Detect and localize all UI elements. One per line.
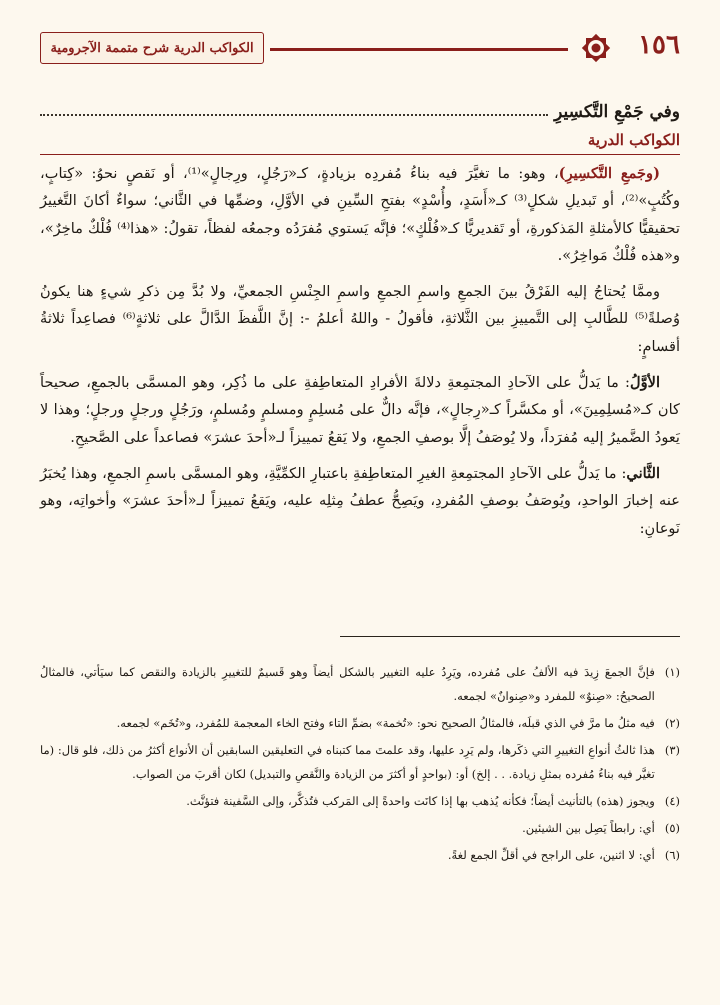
footnote-number: (٤) bbox=[664, 794, 680, 808]
paragraph-text: ، وهو: ما تغيَّرَ فيه بناءُ مُفردِه بزيادةٍ، كـ«رَجُلٍ، ورِجالٍ»⁽¹⁾، أو نَقصٍ نحوُ: «كِتابٍ، وكُتُبٍ»⁽²⁾، أو تَبديلِ شكلٍ⁽³⁾ كـ«أَسَدٍ، وأُسْدٍ» بفتحِ السِّينِ في الأوَّلِ، وضمِّها في الثَّاني؛ سواءٌ أكانَ التَّغييرُ تحقيقيًّا كالأمثلةِ المَذكورةِ، أو تَقديريًّا كـ«فُلْكٍ»؛ فإنَّه يَستوي مُفرَدُه وجمعُه لفظاً، تقولُ: «هذا⁽⁴⁾ فُلْكٌ ماخِرٌ»، و«هذه فُلْكٌ مَواخِرُ». bbox=[40, 165, 680, 264]
footnote-number: (٢) bbox=[664, 716, 680, 730]
footnote-text: أي: رابطاً يَصِل بين الشيئين. bbox=[522, 821, 655, 835]
footnotes bbox=[40, 660, 680, 870]
paragraph bbox=[40, 160, 680, 269]
paragraph bbox=[40, 278, 680, 360]
footnote-number: (٣) bbox=[664, 743, 680, 757]
book-title-banner bbox=[40, 32, 264, 64]
footnote-number: (٥) bbox=[664, 821, 680, 835]
paragraph-keyword: (وجَمعِ التَّكسِيرِ) bbox=[558, 165, 660, 182]
paragraph bbox=[40, 369, 680, 451]
paragraph bbox=[40, 460, 680, 542]
footnote bbox=[40, 789, 680, 813]
section-heading-label: الكواكب الدرية bbox=[587, 131, 680, 149]
footnote-text: أي: لا اثنين، على الراجح في أقلِّ الجمع لغةً. bbox=[447, 848, 655, 862]
matn-text: وفي جَمْعِ التَّكسِيرِ bbox=[554, 102, 680, 122]
footnote-text: ويجوز (هذه) بالتأنيث أيضاً؛ فكأنه يُذهب بها إذا كانَت واحدةً إلى المَركب فتُذكَّر، وإلى السَّفينة فتؤنَّث. bbox=[186, 794, 655, 808]
paragraph-text: : ما يَدلُّ على الآحادِ المجتمِعةِ الغيرِ المتعاطِفةِ باعتبارِ الكمِّيَّةِ، وهو المسمَّى باسمِ الجمعِ، وهذا يُخبَرُ عنه إخبارَ الواحدِ، ويُوصَفُ بوصفِ المُفردِ، ويَصِحُّ عطفُ مِثلِه عليه، ويَقعُ تمييزاً لـ«أحدَ عشرَ» وأخواتِه، وهو نَوعانِ: bbox=[40, 464, 680, 537]
paragraph-keyword: الأوَّلُ bbox=[629, 374, 660, 392]
footnote-text: فيه مثلُ ما مرَّ في الذي قبلَه، فالمثالُ الصحيح نحو: «تُخمة» بضمِّ التاء وفتح الخاء المعجمة للمُفرد، و«تُخَم» لجمعه. bbox=[116, 716, 655, 730]
footnote bbox=[40, 660, 680, 708]
footnote bbox=[40, 843, 680, 867]
footnote-number: (٦) bbox=[664, 848, 680, 862]
section-heading bbox=[40, 130, 680, 155]
page-header bbox=[40, 28, 680, 72]
book-title: الكواكب الدرية شرح متممة الآجرومية bbox=[50, 40, 254, 56]
commentary-body bbox=[40, 160, 680, 551]
footnote-text: فإنَّ الجمعَ زِيدَ فيه الألفُ على مُفرده، ويَرِدُ عليه التغيير بالشكل أيضاً وهو قَسيمٌ للتغييرِ بالزيادة والنقص كما سيَأتي، فالمثالُ الصحيحُ: «صِنوٌ» للمفرد و«صِنوانٌ» لجمعه. bbox=[40, 665, 655, 703]
eight-point-star-ornament-icon bbox=[576, 28, 616, 68]
footnote bbox=[40, 816, 680, 840]
footnote-separator bbox=[340, 636, 680, 637]
dotted-leader bbox=[40, 114, 548, 116]
matn-line bbox=[40, 94, 680, 122]
page-number: ١٥٦ bbox=[638, 30, 680, 60]
footnote bbox=[40, 738, 680, 786]
paragraph-text: وممَّا يُحتاجُ إليه الفَرْقُ بينَ الجمعِ واسمِ الجمعِ واسمِ الجِنْسِ الجمعيِّ، ولا بُدَّ مِن ذكرِ شيءٍ هنا يكونُ وُصلةً⁽⁵⁾ للطَّالبِ إلى التَّمييزِ بين الثَّلاثةِ، فأقولُ - واللهُ أعلمُ -: إنَّ اللَّفظَ الدَّالَّ على ثلاثةٍ⁽⁶⁾ فصاعِداً ثلاثةُ أقسامٍ: bbox=[40, 283, 680, 355]
footnote-number: (١) bbox=[664, 665, 680, 679]
footnote-text: هذا ثالثُ أنواعِ التغييرِ التي ذكَرها، ولم يَرِد عليها، وقد علمتَ مما كتبناه في التعليقين السابقين أن الأنواع أكثرُ من ذلك، فلو قال: (ما تغيَّر فيه بناءُ مُفرده بمثلِ زيادة. . . إلخ) أو: (بواحدٍ أو أكثرَ من الزيادة والنَّقصِ والتبديل) لكان أقربَ من الصواب. bbox=[40, 743, 655, 781]
footnote bbox=[40, 711, 680, 735]
header-rule bbox=[270, 48, 568, 51]
paragraph-text: : ما يَدلُّ على الآحادِ المجتمِعةِ دلالةَ الأفرادِ المتعاطِفةِ على ما ذُكِر، وهو المسمَّى بالجمعِ، صحيحاً كان كـ«مُسلِمِينَ»، أو مكسَّراً كـ«رِجالٍ»، فإنَّه دالٌّ على مُسلِمٍ ومسلمٍ ومُسلمٍ، ورَجُلٍ ورجلٍ ورجلٍ؛ وهذا لا يَعودُ الضَّميرُ إليه مُفرَداً، ولا يُوصَفُ إلَّا بوصفِ الجمعِ، ولا يَقعُ تمييزاً لـ«أحدَ عشرَ» فصاعداً على الصَّحيحِ. bbox=[40, 374, 680, 446]
paragraph-keyword: الثَّاني bbox=[626, 464, 660, 482]
